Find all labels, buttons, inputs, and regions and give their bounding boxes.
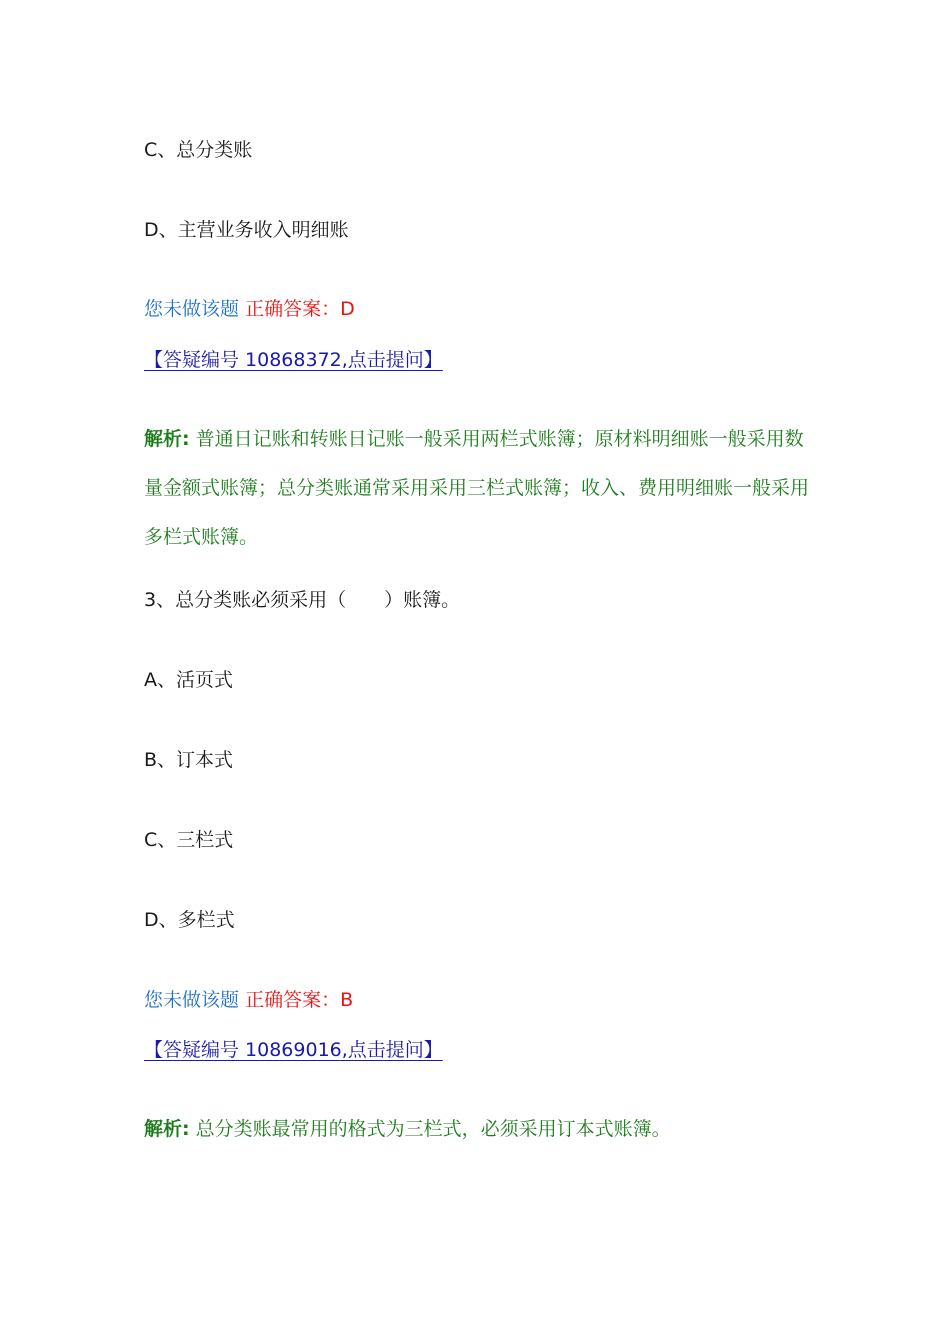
q3-question: 3、总分类账必须采用（ ）账簿。 bbox=[144, 589, 461, 611]
q2-explanation bbox=[144, 415, 814, 562]
q3-option-b: B、订本式 bbox=[144, 749, 234, 771]
q2-qa-link[interactable]: 【答疑编号 10868372,点击提问】 bbox=[144, 349, 443, 371]
q2-option-d: D、主营业务收入明细账 bbox=[144, 219, 349, 241]
q3-explanation-label: 解析: bbox=[144, 1118, 190, 1140]
q3-option-d: D、多栏式 bbox=[144, 909, 235, 931]
q2-explanation-label: 解析: bbox=[144, 428, 190, 450]
q3-option-c: C、三栏式 bbox=[144, 829, 234, 851]
q3-answer-row bbox=[144, 986, 353, 1014]
q3-correct-answer: 正确答案：B bbox=[245, 989, 354, 1011]
q3-explanation-text: 总分类账最常用的格式为三栏式，必须采用订本式账簿。 bbox=[195, 1118, 671, 1140]
q3-status: 您未做该题 bbox=[144, 989, 240, 1011]
q2-status: 您未做该题 bbox=[144, 298, 240, 320]
q3-explanation bbox=[144, 1115, 671, 1143]
q2-answer-row bbox=[144, 295, 355, 323]
q2-option-c: C、总分类账 bbox=[144, 139, 253, 161]
q2-correct-answer: 正确答案：D bbox=[245, 298, 355, 320]
q3-option-a: A、活页式 bbox=[144, 669, 233, 691]
q3-qa-link[interactable]: 【答疑编号 10869016,点击提问】 bbox=[144, 1039, 443, 1061]
q2-explanation-text: 普通日记账和转账日记账一般采用两栏式账簿；原材料明细账一般采用数量金额式账簿；总分类账通常采用采用三栏式账簿；收入、费用明细账一般采用多栏式账簿。 bbox=[144, 428, 810, 548]
